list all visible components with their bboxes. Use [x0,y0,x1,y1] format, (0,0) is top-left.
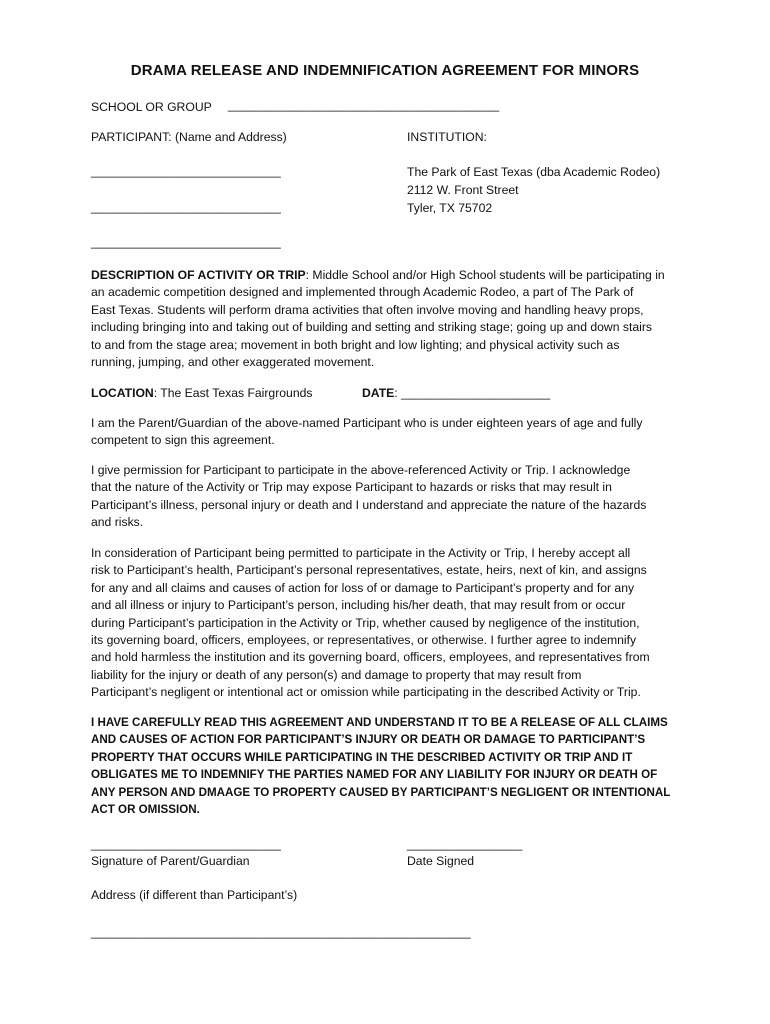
description-line: East Texas. Students will perform drama activities that often involve moving and handling heavy props, [91,302,644,317]
permission-paragraph: I give permission for Participant to participate in the above-referenced Activity or Trip. I acknowledge that the nature of the Activity or Trip may expose Participant to hazards or risks that may result in Participant’s illness, personal injury or death and I understand and appreciate the nature of the hazards and risks. [91,463,647,530]
date-signed-blank: _________________ [407,837,523,851]
institution-label: INSTITUTION: [407,130,487,144]
description-line: DESCRIPTION OF ACTIVITY OR TRIP: Middle School and/or High School students will be participating in [91,268,665,282]
description-line: including bringing into and taking out of building and setting and striking stage; going up and down stairs [91,320,653,335]
school-group-blank: ________________________________________ [228,98,500,112]
description-line: running, jumping, and other exaggerated movement. [91,355,375,370]
consideration-paragraph: In consideration of Participant being permitted to participate in the Activity or Trip, I hereby accept all risk to Participant’s health, Participant’s personal representatives, estate, heirs, next of kin, and assigns for any and all claims and causes of action for loss of or damage to Participant’s property and for any and all illness or injury to Participant’s person, including his/her death, that may result from or occur during Participant’s participation in the Activity or Trip, whether caused by negligence of the institution, its governing board, officers, employees, or representatives, or otherwise. I further agree to indemnify and hold harmless the institution and its governing board, officers, employees, and representatives from liability for the injury or death of any person(s) and damage to property that may result from Participant’s negligent or intentional act or omission while participating in the described Activity or Trip. [91,546,650,700]
acknowledgement-paragraph: I HAVE CAREFULLY READ THIS AGREEMENT AND UNDERSTAND IT TO BE A RELEASE OF ALL CLAIMS AND CAUSES OF ACTION FOR PARTICIPANT’S INJURY OR DEATH OR DAMAGE TO PARTICIPANT’S PROPERTY THAT OCCURS WHILE PARTICIPATING IN THE DESCRIBED ACTIVITY OR TRIP AND IT OBLIGATES ME TO INDEMNIFY THE PARTIES NAMED FOR ANY LIABILITY FOR INJURY OR DEATH OF ANY PERSON AND DMAAGE TO PROPERTY CAUSED BY PARTICIPANT’S NEGLIGENT OR INTENTIONAL ACT OR OMISSION. [91,716,671,817]
institution-line-2: 2112 W. Front Street [407,183,519,197]
participant-blank-2: ____________________________ [91,200,281,214]
guardian-paragraph: I am the Parent/Guardian of the above-named Participant who is under eighteen years of age and fully competent to sign this agreement. [91,416,643,448]
participant-blank-1: ____________________________ [91,164,281,178]
location-value: : The East Texas Fairgrounds [153,386,313,400]
participant-blank-3: ____________________________ [91,235,281,249]
date-signed-label: Date Signed [407,854,475,868]
location-label: LOCATION [91,386,154,400]
school-group-label: SCHOOL OR GROUP [91,100,212,114]
date-label: DATE [362,386,395,400]
description-line: to and from the stage area; movement in both bright and low lighting; and physical activity such as [91,337,620,352]
signature-blank: ____________________________ [91,837,281,851]
signature-label: Signature of Parent/Guardian [91,854,250,868]
location-line [91,385,312,402]
institution-line-1: The Park of East Texas (dba Academic Rodeo) [407,165,661,179]
date-blank: : ______________________ [394,386,551,400]
date-line [362,385,550,402]
description-label: DESCRIPTION OF ACTIVITY OR TRIP [91,268,306,282]
description-line: an academic competition designed and implemented through Academic Rodeo, a part of The Park of [91,285,634,300]
institution-line-3: Tyler, TX 75702 [407,201,493,215]
address-label: Address (if different than Participant’s) [91,888,298,902]
document-title: DRAMA RELEASE AND INDEMNIFICATION AGREEMENT FOR MINORS [130,62,640,79]
description-paragraph [91,267,683,371]
address-blank: ________________________________________________________ [91,925,471,939]
participant-label: PARTICIPANT: (Name and Address) [91,130,287,144]
